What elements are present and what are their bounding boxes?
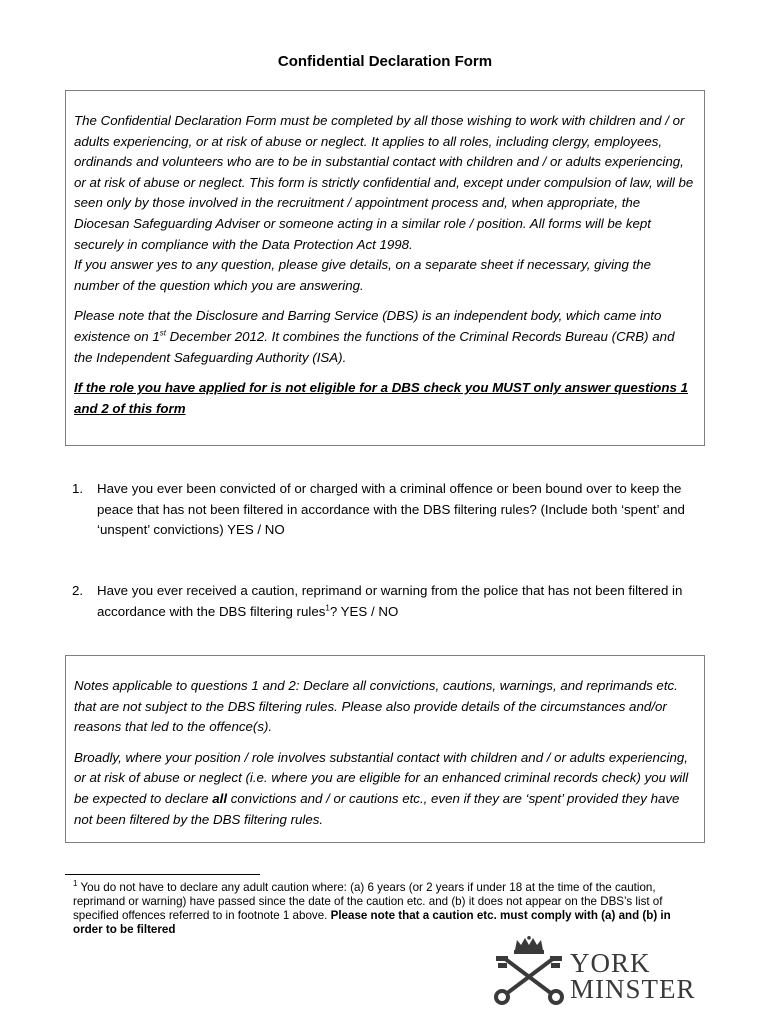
question-1	[72, 479, 692, 541]
question-text-b: ? YES / NO	[329, 603, 399, 619]
footnote-divider	[65, 874, 260, 875]
intro-paragraph	[74, 111, 694, 296]
footnote-reference: 1	[325, 603, 330, 613]
footnote	[73, 881, 703, 937]
question-2	[72, 581, 692, 622]
dbs-note-text-b: December 2012. It combines the functions of the Criminal Records Bureau (CRB) and the Independent Safeguarding Authority (ISA).	[74, 328, 675, 365]
notes-paragraph-1: Notes applicable to questions 1 and 2: Declare all convictions, cautions, warnings, and reprimands etc. that are not subject to the DBS filtering rules. Please also provide details of the circumstances and/or reasons that led to the offence(s).	[74, 678, 678, 735]
question-number: 1.	[72, 481, 84, 496]
footnote-bold-text: Please note that a caution etc. must comply with (a) and (b) in order to be filtered	[73, 909, 671, 936]
notes-paragraph-2	[74, 748, 694, 830]
dbs-note	[74, 306, 694, 368]
notes-box	[65, 655, 705, 843]
logo-line-1: YORK	[570, 948, 651, 978]
dbs-note-sup: st	[159, 328, 166, 338]
intro-box	[65, 90, 705, 446]
crossed-keys-crown-icon	[490, 936, 568, 1006]
footnote-marker: 1	[73, 879, 78, 889]
question-text-a: Have you ever received a caution, reprimand or warning from the police that has not been filtered in accordance with the DBS filtering rules	[97, 583, 683, 619]
dbs-note-text-a: Please note that the Disclosure and Barring Service (DBS) is an independent body, which came into existence on 1	[74, 308, 662, 344]
footnote-text: You do not have to declare any adult caution where: (a) 6 years (or 2 years if under 18 at the time of the caution, reprimand or warning) have passed since the date of the caution etc. and (b) it does not appear on the DBS’s list of specified offences referred to in footnote 1 above.	[73, 881, 663, 922]
logo-wordmark	[570, 950, 696, 1002]
question-text: Have you ever been convicted of or charged with a criminal offence or been bound over to keep the peace that has not been filtered in accordance with the DBS filtering rules? (Include both ‘spent’ and ‘unspent’ convictions) YES / NO	[97, 481, 685, 537]
logo-line-2: MINSTER	[570, 974, 696, 1004]
notes-text-b: convictions and / or cautions etc., even if they are ‘spent’ provided they have not been filtered by the DBS filtering rules.	[74, 790, 680, 827]
eligibility-warning: If the role you have applied for is not eligible for a DBS check you MUST only answer questions 1 and 2 of this form	[74, 380, 688, 416]
question-number: 2.	[72, 583, 84, 598]
question-text	[97, 581, 692, 622]
york-minster-logo	[490, 936, 720, 1006]
notes-text-a: Broadly, where your position / role involves substantial contact with children and / or adults experiencing, or at risk of abuse or neglect (i.e. where you are eligible for an enhanced criminal records check) you will be expected to declare	[74, 749, 689, 806]
page-title: Confidential Declaration Form	[277, 53, 493, 70]
intro-text: The Confidential Declaration Form must be completed by all those wishing to work with children and / or adults experiencing, or at risk of abuse or neglect. It applies to all roles, including clergy, employees, ordinands and volunteers who are to be in substantial contact with children and / or adults experiencing, or at risk of abuse or neglect. This form is strictly confidential and, except under compulsion of law, will be seen only by those involved in the recruitment / appointment process and, when appropriate, the Diocesan Safeguarding Adviser or someone acting in a similar role / position. All forms will be kept securely in compliance with the Data Protection Act 1998.	[74, 113, 694, 252]
notes-emphasis: all	[212, 790, 228, 806]
intro-instruction: If you answer yes to any question, please give details, on a separate sheet if necessary, giving the number of the question which you are answering.	[74, 257, 652, 293]
